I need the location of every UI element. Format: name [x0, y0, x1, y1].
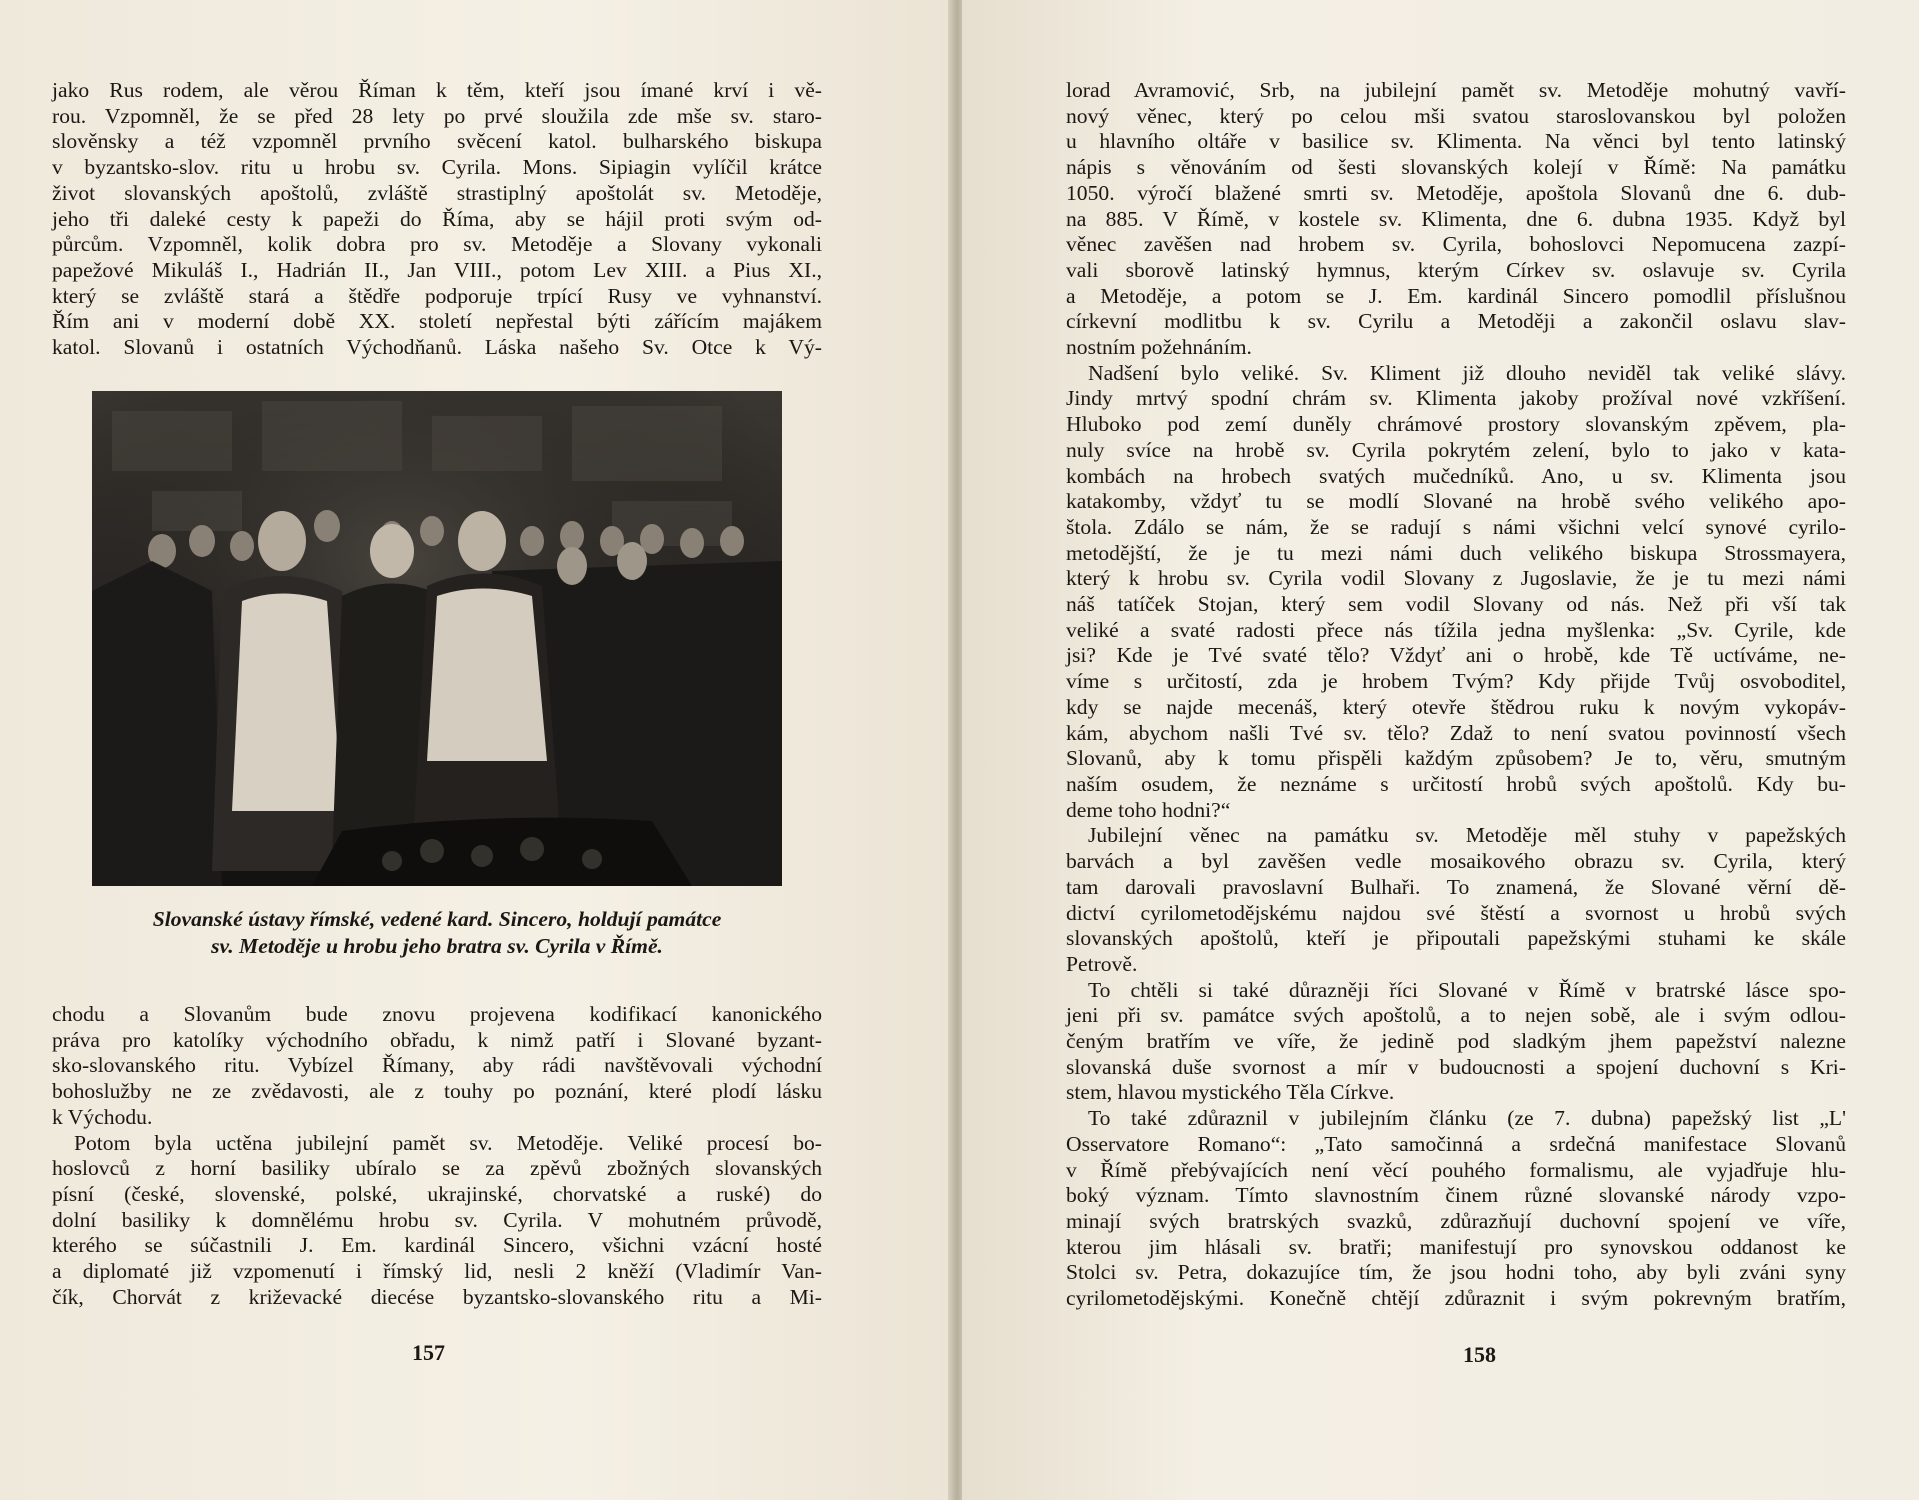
text-line: Jubilejní věnec na památku sv. Metoděje měl stuhy v papežských: [1088, 823, 1846, 848]
text-line: kombách na hrobech svatých mučedníků. Ano, u sv. Klimenta jsou: [1066, 463, 1846, 488]
text-line: tam darovali pravoslavní Bulhaři. To znamená, že Slované věrní dě-: [1066, 874, 1846, 899]
text-line: To také zdůraznil v jubilejním článku (ze 7. dubna) papežský list „L': [1088, 1106, 1846, 1131]
text-line: katakomby, vždyť tu se modlí Slované na hrobě svého velikého apo-: [1066, 489, 1846, 514]
text-line: čeným bratřím ve víře, že jedině pod sladkým jhem papežství nalezne: [1066, 1029, 1846, 1054]
paragraph: [1066, 823, 1846, 977]
text-line: barvách a byl zavěšen vedle mosaikového obrazu sv. Cyrila, který: [1066, 849, 1846, 874]
text-line: u hlavního oltáře v basilice sv. Klimenta. Na věnci byl tento latinský: [1066, 129, 1846, 154]
text-line: nový věnec, který po celou mši svatou staroslovanskou byl položen: [1066, 103, 1846, 128]
text-line: kdy se najde mecenáš, který otevře štědrou ruku k novým vykopáv-: [1066, 694, 1846, 719]
text-line: chodu a Slovanům bude znovu projevena kodifikací kanonického: [52, 1002, 822, 1026]
page-number: 158: [1463, 1342, 1496, 1367]
text-line: a Metoděje, a potom se J. Em. kardinál Sincero pomodlil příslušnou: [1066, 283, 1846, 308]
text-line: písní (české, slovenské, polské, ukrajinské, chorvatské a ruské) do: [52, 1181, 822, 1206]
text-line: kterou jim hlásali sv. bratři; manifestují pro synovskou oddanost ke: [1066, 1234, 1846, 1259]
text-line: rou. Vzpomněl, že se před 28 lety po prvé sloužila zde mše sv. staro-: [52, 103, 822, 128]
photo-caption: [52, 906, 822, 960]
paragraph: [52, 1131, 822, 1311]
text-line: na 885. V Římě, v kostele sv. Klimenta, dne 6. dubna 1935. Když byl: [1066, 206, 1846, 231]
text-line: slověnsky a též vzpomněl prvního svěcení katol. bulharského biskupa: [52, 129, 822, 154]
text-line: jako Rus rodem, ale věrou Říman k těm, kteří jsou ímané krví i vě-: [52, 78, 822, 102]
text-line: práva pro katolíky východního obřadu, k nimž patří i Slované byzant-: [52, 1027, 822, 1052]
left-page: [0, 0, 952, 1500]
text-line: slovanská duše svornost a mír v budoucnosti a spojení duchovní s Kri-: [1066, 1054, 1846, 1079]
text-line: papežové Mikuláš I., Hadrián II., Jan VIII., potom Lev XIII. a Pius XI.,: [52, 257, 822, 282]
page-number: 157: [412, 1340, 445, 1365]
text-line: Osservatore Romano“: „Tato samočinná a srdečná manifestace Slovanů: [1066, 1131, 1846, 1156]
text-line: život slovanských apoštolů, zvláště strastiplný apoštolát sv. Metoděje,: [52, 180, 822, 205]
caption-line: Slovanské ústavy římské, vedené kard. Sincero, holdují památce: [152, 907, 722, 931]
text-line: Hluboko pod zemí duněly chrámové prostory slovanským zpěvem, pla-: [1066, 412, 1846, 437]
text-line: nápis s věnováním od šesti slovanských kolejí v Římě: Na památku: [1066, 155, 1846, 180]
procession-photo: [92, 391, 782, 886]
text-line: a diplomaté již vzpomenutí i římský lid, nesli 2 kněží (Vladimír Van-: [52, 1259, 822, 1284]
text-line: lorad Avramović, Srb, na jubilejní pamět sv. Metoděje mohutný vavří-: [1066, 78, 1846, 102]
text-line: k Východu.: [52, 1104, 153, 1129]
text-line: čík, Chorvát z križevacké diecése byzantsko-slovanského ritu a Mi-: [52, 1284, 822, 1309]
text-line: naším osudem, že neznáme s určitostí hrobů svých apoštolů. Kdy bu-: [1066, 771, 1846, 796]
paragraph: [1066, 78, 1846, 361]
paragraph: [52, 1002, 822, 1131]
paragraph: [1066, 361, 1846, 824]
left-page-bottom-text: [52, 1002, 822, 1310]
text-line: Řím ani v moderní době XX. století nepřestal býti zářícím majákem: [52, 309, 822, 334]
text-line: dolní basiliky k domnělému hrobu sv. Cyrila. V mohutném průvodě,: [52, 1207, 822, 1232]
text-line: Petrově.: [1066, 951, 1138, 976]
text-line: 1050. výročí blažené smrti sv. Metoděje, apoštola Slovanů dne 6. dub-: [1066, 180, 1846, 205]
right-page-text: [1066, 78, 1846, 1312]
right-page: [962, 0, 1919, 1500]
text-line: jeho tři daleké cesty k papeži do Říma, aby se hájil proti svým od-: [52, 206, 822, 231]
text-line: kterého se súčastnili J. Em. kardinál Sincero, všichni vzácní hosté: [52, 1233, 822, 1258]
text-line: hoslovců z horní basiliky ubíralo se za zpěvů zbožných slovanských: [52, 1156, 822, 1181]
text-line: slovanských apoštolů, kteří je připoutali papežskými stuhami ke skále: [1066, 926, 1846, 951]
text-line: cyrilometodějskými. Konečně chtějí zdůraznit i svým pokrevným bratřím,: [1066, 1286, 1846, 1311]
text-line: boký význam. Tímto slavnostním činem různé slovanské národy vzpo-: [1066, 1183, 1846, 1208]
text-line: který se zvláště stará a štědře podporuje trpící Rusy ve vyhnanství.: [52, 283, 822, 308]
text-line: Stolci sv. Petra, dokazujíce tím, že jsou hodni toho, aby byli zváni syny: [1066, 1260, 1846, 1285]
text-line: věnec zavěšen nad hrobem sv. Cyrila, bohoslovci Nepomucena zazpí-: [1066, 232, 1846, 257]
text-line: půrcům. Vzpomněl, kolik dobra pro sv. Metoděje a Slovany vykonali: [52, 232, 822, 257]
text-line: dictví cyrilometodějskému najdou své štěstí a svornost u hrobů svých: [1066, 900, 1846, 925]
text-line: jsi? Kde je Tvé svaté tělo? Vždyť ani o hrobě, kde Tě uctíváme, ne-: [1066, 643, 1846, 668]
text-line: nuly svíce na hrobě sv. Cyrila pokrytém zelení, bylo to jako v kata-: [1066, 437, 1846, 462]
paragraph: [1066, 1106, 1846, 1312]
text-line: To chtěli si také důrazněji říci Slované v Římě v bratrské lásce spo-: [1088, 977, 1846, 1002]
text-line: veliké a svaté radosti přece nás tížila jedna myšlenka: „Sv. Cyrile, kde: [1066, 617, 1846, 642]
text-line: metodějští, že je tu mezi námi duch velikého biskupa Strossmayera,: [1066, 540, 1846, 565]
text-line: Slovanů, aby k tomu přispěli každým způsobem? Je to, věru, smutným: [1066, 746, 1846, 771]
text-line: církevní modlitbu k sv. Cyrilu a Metoději a zakončil oslavu slav-: [1066, 309, 1846, 334]
caption-line: sv. Metoděje u hrobu jeho bratra sv. Cyrila v Římě.: [211, 934, 663, 958]
text-line: Potom byla uctěna jubilejní pamět sv. Metoděje. Veliké procesí bo-: [74, 1130, 822, 1155]
text-line: deme toho hodni?“: [1066, 797, 1231, 822]
paragraph: [1066, 978, 1846, 1107]
text-line: v byzantsko-slov. ritu u hrobu sv. Cyrila. Mons. Sipiagin vylíčil krátce: [52, 155, 822, 180]
left-page-top-text: [52, 78, 822, 361]
text-line: bohoslužby ne ze zvědavosti, ale z touhy po poznání, které plodí lásku: [52, 1079, 822, 1104]
text-line: kám, abychom našli Tvé sv. tělo? Zdaž to není svatou povinností všech: [1066, 720, 1846, 745]
text-line: který k hrobu sv. Cyrila vodil Slovany z Jugoslavie, že je tu mezi námi: [1066, 566, 1846, 591]
text-line: Jindy mrtvý spodní chrám sv. Klimenta jakoby prožíval nové vzkříšení.: [1066, 386, 1846, 411]
text-line: minají svých bratrských svazků, zdůrazňují duchovní spojení ve víře,: [1066, 1208, 1846, 1233]
text-line: víme s určitostí, zda je hrobem Tvým? Kdy přijde Tvůj osvoboditel,: [1066, 669, 1846, 694]
text-line: sko-slovanského ritu. Vybízel Římany, aby rádi navštěvovali východní: [52, 1053, 822, 1078]
text-line: jeni při sv. památce svých apoštolů, a to nejen sobě, ale i svým odlou-: [1066, 1003, 1846, 1028]
text-line: Nadšení bylo veliké. Sv. Kliment již dlouho neviděl tak veliké slávy.: [1088, 360, 1846, 385]
text-line: v Římě přebývajících není věcí pouhého formalismu, ale vyjadřuje hlu-: [1066, 1157, 1846, 1182]
text-line: nostním požehnáním.: [1066, 335, 1252, 360]
text-line: náš tatíček Stojan, který sem vodil Slovany od nás. Než při vší tak: [1066, 592, 1846, 617]
text-line: stem, hlavou mystického Těla Církve.: [1066, 1080, 1395, 1105]
text-line: katol. Slovanů i ostatních Východňanů. Láska našeho Sv. Otce k Vý-: [52, 335, 822, 360]
photo-illustration: [92, 391, 782, 886]
text-line: štola. Zdálo se nám, že se radují s námi všichni velcí synové cyrilo-: [1066, 514, 1846, 539]
text-line: vali sborově latinský hymnus, kterým Církev sv. oslavuje sv. Cyrila: [1066, 257, 1846, 282]
